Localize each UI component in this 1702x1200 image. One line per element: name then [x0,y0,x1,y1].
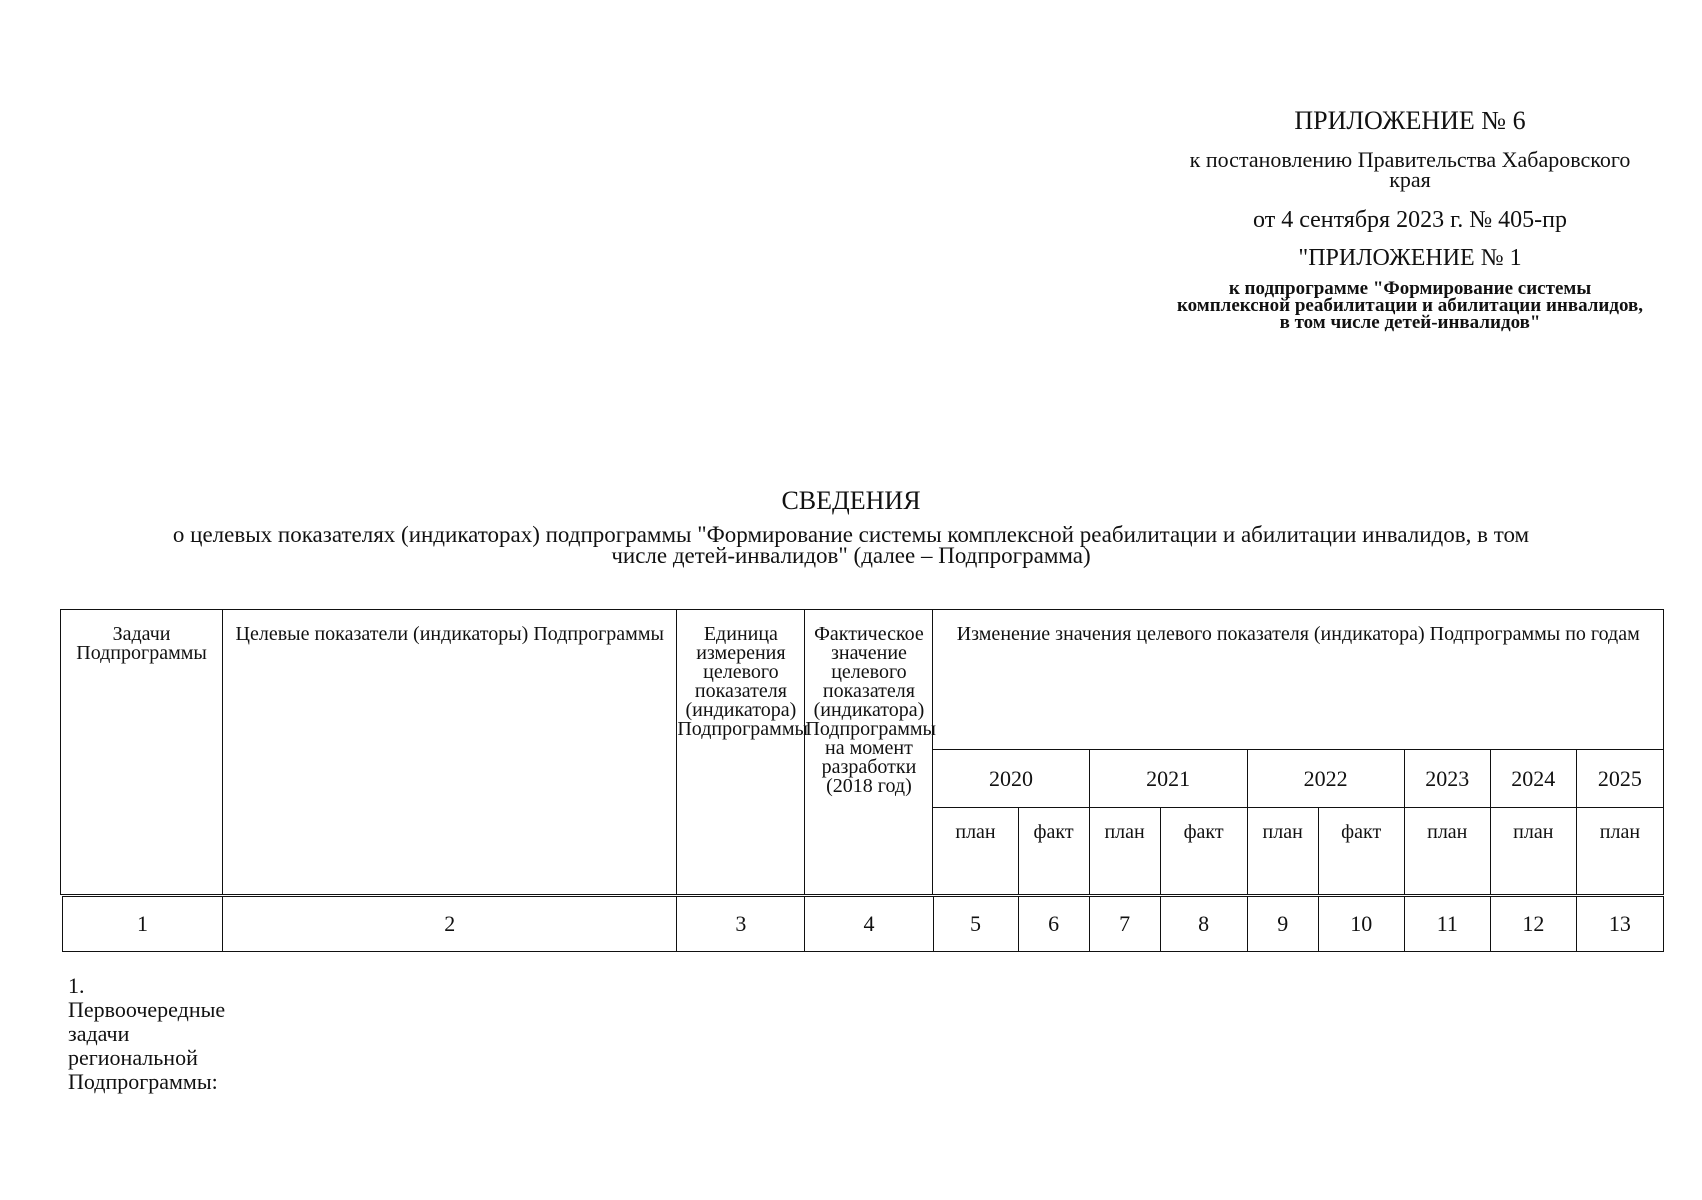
plan-fact-header: план [933,808,1018,895]
header-actual-value: Фактическое значение целевого показателя (индикатора) Подпрограммы на момент разработки (2018 год) [805,610,933,895]
first-task-text: 1. Первоочередные задачи региональной Подпрограммы: [68,973,226,1094]
document-subtitle: о целевых показателях (индикаторах) подпрограммы "Формирование системы комплексной реабилитации и абилитации инвалидов, в том числе детей-инвалидов" (далее – Подпрограмма) [172,522,1530,568]
column-number: 1 [63,897,223,952]
plan-fact-header: факт [1160,808,1247,895]
year-header: 2025 [1576,750,1663,808]
column-number: 13 [1576,897,1663,952]
appendix-date-line: от 4 сентября 2023 г. № 405-пр [1253,207,1567,233]
column-number: 2 [223,897,677,952]
appendix-resolution-line: к постановлению Правительства Хабаровского края [1189,147,1631,192]
column-number: 7 [1089,897,1160,952]
column-number: 8 [1160,897,1247,952]
header-change-by-years: Изменение значения целевого показателя (индикатора) Подпрограммы по годам [933,610,1664,750]
appendix-header [1170,106,1650,331]
plan-fact-header: план [1247,808,1318,895]
document-title: СВЕДЕНИЯ [781,486,921,515]
column-number: 9 [1247,897,1318,952]
parent-appendix-subprogram: к подпрограмме "Формирование системы комплексной реабилитации и абилитации инвалидов, в том числе детей-инвалидов" [1176,278,1644,333]
plan-fact-header: факт [1018,808,1089,895]
appendix-title: ПРИЛОЖЕНИЕ № 6 [1294,106,1526,135]
column-number: 4 [805,897,933,952]
header-tasks: Задачи Подпрограммы [61,610,223,895]
column-number: 5 [933,897,1018,952]
header-indicators: Целевые показатели (индикаторы) Подпрограммы [223,610,677,895]
column-number: 11 [1404,897,1490,952]
plan-fact-header: факт [1318,808,1404,895]
year-header: 2020 [933,750,1089,808]
plan-fact-header: план [1404,808,1490,895]
column-number: 3 [677,897,805,952]
column-number: 10 [1318,897,1404,952]
indicators-header-table [60,609,1664,895]
year-header: 2021 [1089,750,1247,808]
header-unit: Единица измерения целевого показателя (индикатора) Подпрограммы [677,610,805,895]
year-header: 2024 [1490,750,1576,808]
column-number: 6 [1018,897,1089,952]
year-header: 2022 [1247,750,1404,808]
column-number: 12 [1490,897,1576,952]
plan-fact-header: план [1490,808,1576,895]
year-header: 2023 [1404,750,1490,808]
plan-fact-header: план [1089,808,1160,895]
plan-fact-header: план [1576,808,1663,895]
column-numbers-table [62,896,1664,952]
parent-appendix-title: "ПРИЛОЖЕНИЕ № 1 [1298,245,1522,271]
